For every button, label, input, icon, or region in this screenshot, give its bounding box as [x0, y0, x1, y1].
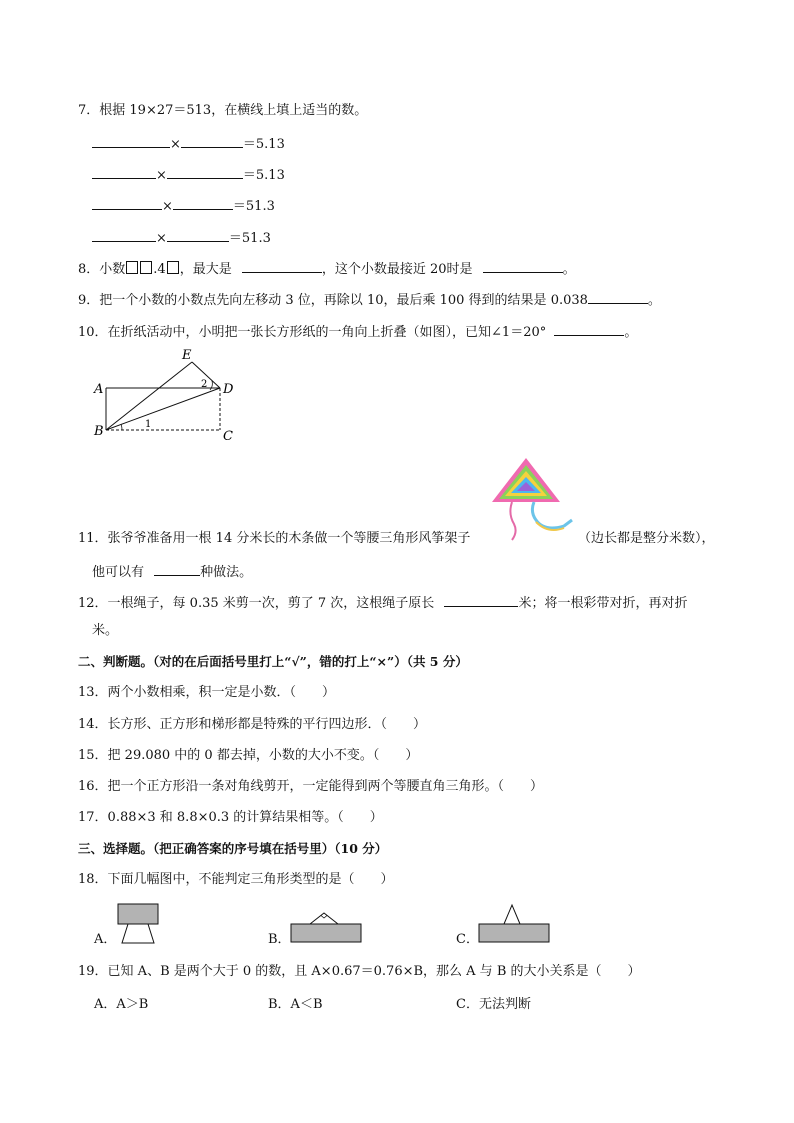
q12-line2: 米。: [92, 623, 119, 638]
answer-blank[interactable]: [554, 321, 624, 336]
q11-suffix: （边长都是整分米数），: [578, 531, 715, 546]
answer-blank[interactable]: [181, 133, 243, 148]
equation-result: ＝51.3: [228, 231, 271, 246]
judge-item: 17．0.88×3 和 8.8×0.3 的计算结果相等。（ ）: [78, 810, 383, 825]
answer-blank[interactable]: [173, 195, 233, 210]
angle-1-label: 1: [145, 419, 152, 430]
times-sign: ×: [162, 199, 173, 214]
answer-blank[interactable]: [588, 289, 648, 304]
angle-1-arc: [121, 424, 122, 430]
folded-paper-figure: [88, 345, 248, 445]
answer-blank[interactable]: [92, 164, 156, 179]
answer-blank[interactable]: [242, 258, 322, 273]
q18-stem: 18．下面几幅图中，不能判定三角形类型的是（ ）: [78, 872, 394, 887]
answer-blank[interactable]: [167, 164, 243, 179]
q18-option-a-label[interactable]: A．: [94, 932, 117, 947]
answer-blank[interactable]: [483, 258, 563, 273]
section-2-title: 二、判断题。（对的在后面括号里打上“√”，错的打上“×”）（共 5 分）: [78, 654, 468, 669]
q11: 11．张爷爷准备用一根 14 分米长的木条做一个等腰三角形风筝架子: [78, 531, 471, 546]
q7-row-1: [92, 133, 285, 154]
q18-option-b-label[interactable]: B．: [268, 932, 291, 947]
label-e: E: [182, 348, 192, 363]
equation-result: ＝5.13: [242, 168, 285, 183]
q19-stem: 19．已知 A、B 是两个大于 0 的数，且 A×0.67＝0.76×B，那么 A 与 B 的大小关系是（ ）: [78, 964, 641, 979]
times-sign: ×: [156, 231, 167, 246]
triangle-base-visible: [122, 924, 154, 943]
digit-box-icon: [167, 261, 179, 274]
times-sign: ×: [156, 168, 167, 183]
times-sign: ×: [170, 137, 181, 152]
judge-item: 13．两个小数相乘，积一定是小数．（ ）: [78, 685, 336, 700]
triangle-top-visible: [504, 905, 520, 924]
q19-option-a[interactable]: A．A＞B: [94, 997, 149, 1012]
angle-2-arc: [210, 381, 212, 390]
q9: 9．把一个小数的小数点先向左移动 3 位，再除以 10，最后乘 100 得到的结果是 0.038 。: [78, 289, 661, 310]
option-b-figure: [288, 904, 364, 946]
q11-line2: 他可以有 种做法。: [92, 561, 252, 582]
q7-row-3: [92, 195, 275, 216]
fold-line-bd: [106, 388, 220, 430]
label-b: B: [94, 424, 104, 439]
answer-blank[interactable]: [444, 592, 518, 607]
q12: 12．一根绳子，每 0.35 米剪一次，剪了 7 次，这根绳子原长 米；将一根彩带对折，再对折: [78, 592, 687, 613]
q7-stem: 7．根据 19×27＝513，在横线上填上适当的数。: [78, 103, 368, 118]
q8: 8．小数 .4 ，最大是 ，这个小数最接近 20时是 。: [78, 258, 576, 279]
answer-blank[interactable]: [92, 133, 170, 148]
q7-row-4: [92, 227, 271, 248]
q18-option-c-label[interactable]: C．: [456, 932, 479, 947]
kite-image: [490, 456, 576, 546]
kite-tail: [510, 502, 515, 540]
section-3-title: 三、选择题。（把正确答案的序号填在括号里）（10 分）: [78, 841, 388, 856]
digit-box-icon: [126, 261, 138, 274]
equation-result: ＝5.13: [242, 137, 285, 152]
cover-rect: [479, 924, 549, 942]
q10: 10．在折纸活动中，小明把一张长方形纸的一角向上折叠（如图），已知∠1＝20° 。: [78, 321, 637, 342]
digit-box-icon: [140, 261, 152, 274]
q19-option-c[interactable]: C．无法判断: [456, 997, 531, 1012]
cover-rect: [118, 904, 158, 924]
cover-rect: [291, 924, 361, 942]
answer-blank[interactable]: [154, 561, 200, 576]
judge-item: 16．把一个正方形沿一条对角线剪开，一定能得到两个等腰直角三角形。（ ）: [78, 779, 544, 794]
angle-2-label: 2: [201, 379, 208, 390]
judge-item: 15．把 29.080 中的 0 都去掉，小数的大小不变。（ ）: [78, 748, 419, 763]
answer-blank[interactable]: [92, 227, 156, 242]
answer-blank[interactable]: [167, 227, 229, 242]
label-d: D: [223, 382, 234, 397]
answer-blank[interactable]: [92, 195, 162, 210]
right-angle-mark: [321, 916, 327, 919]
equation-result: ＝51.3: [232, 199, 275, 214]
label-c: C: [223, 429, 233, 444]
q7-row-2: [92, 164, 285, 185]
option-a-figure: [116, 903, 160, 945]
q19-option-b[interactable]: B．A＜B: [268, 997, 323, 1012]
option-c-figure: [476, 903, 554, 945]
judge-item: 14．长方形、正方形和梯形都是特殊的平行四边形．（ ）: [78, 717, 427, 732]
label-a: A: [94, 382, 104, 397]
